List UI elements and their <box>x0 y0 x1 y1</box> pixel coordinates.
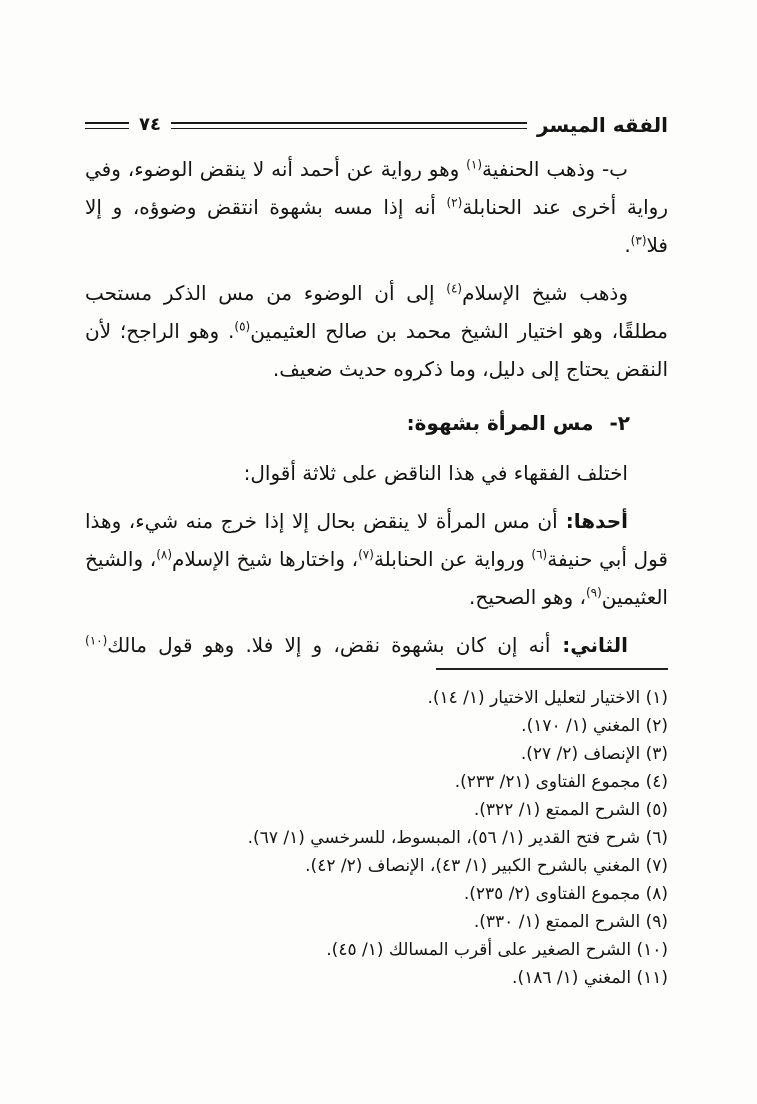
footnote-reference: (٧) <box>358 547 374 562</box>
footnote-item: (٩) الشرح الممتع (١/ ٣٣٠). <box>473 912 668 932</box>
footnote-item: (١) الاختيار لتعليل الاختيار (١/ ١٤). <box>427 688 668 708</box>
footnote-item: (٤) مجموع الفتاوى (٢١/ ٢٣٣). <box>454 772 668 792</box>
footnote-item: (٣) الإنصاف (٢/ ٢٧). <box>520 744 668 764</box>
footnote-reference: (١) <box>466 157 482 172</box>
footnote-reference: (٥) <box>234 319 251 334</box>
footnote-separator <box>436 668 668 670</box>
footnote-list <box>85 684 668 992</box>
footnote-item: (٦) شرح فتح القدير (١/ ٥٦)، المبسوط، للسرخسي (١/ ٦٧). <box>247 828 668 848</box>
body-text <box>85 150 668 665</box>
footnote-item: (٢) المغني (١/ ١٧٠). <box>521 716 668 736</box>
footnote-reference: (٦) <box>531 547 548 562</box>
book-title: الفقه الميسر <box>537 113 668 137</box>
footnote-reference: (٢) <box>446 195 463 210</box>
footnote-item: (٨) مجموع الفتاوى (٢/ ٢٣٥). <box>463 884 668 904</box>
footnote-reference: (١٠) <box>85 633 108 648</box>
footnote-item: (١٠) الشرح الصغير على أقرب المسالك (١/ ٤٥). <box>326 940 668 960</box>
footnote-item: (١١) المغني (١/ ١٨٦). <box>512 968 668 988</box>
footnotes-section <box>85 668 668 992</box>
footnote-item: (٥) الشرح الممتع (١/ ٣٢٢). <box>473 800 668 820</box>
paragraph: ب- وذهب الحنفية$^{(١)}$ وهو رواية عن أحمد أنه لا ينقض الوضوء، وفي رواية أخرى عند الحنابلة$^{(٢)}$ أنه إذا مسه بشهوة انتقض وضوؤه، و إلا فلا$^{(٣)}$. <box>85 157 668 257</box>
footnote-reference: (٩) <box>585 585 602 600</box>
paragraph: الثاني: أنه إن كان بشهوة نقض، و إلا فلا. وهو قول مالك$^{(١٠)}$ <box>85 633 629 657</box>
footnote-reference: (٨) <box>156 547 173 562</box>
page-number: ٧٤ <box>139 114 161 135</box>
paragraph: وذهب شيخ الإسلام$^{(٤)}$ إلى أن الوضوء من مس الذكر مستحب مطلقًا، وهو اختيار الشيخ محمد بن صالح العثيمين$^{(٥)}$. وهو الراجح؛ لأن النقض يحتاج إلى دليل، وما ذكروه حديث ضعيف. <box>85 281 668 381</box>
section-heading: ٢-مس المرأة بشهوة: <box>406 411 630 435</box>
footnote-reference: (٤) <box>446 281 463 296</box>
header-rule-long <box>171 122 527 129</box>
paragraph: أحدها: أن مس المرأة لا ينقض بحال إلا إذا خرج منه شيء، وهذا قول أبي حنيفة$^{(٦)}$ ورواية عن الحنابلة$^{(٧)}$، واختارها شيخ الإسلام$^{(٨)}$، والشيخ العثيمين$^{(٩)}$، وهو الصحيح. <box>85 509 668 609</box>
header-rule-short <box>85 122 129 129</box>
paragraph: اختلف الفقهاء في هذا الناقض على ثلاثة أقوال: <box>243 461 628 485</box>
page-header <box>85 110 668 140</box>
footnote-reference: (٣) <box>630 233 647 248</box>
footnote-item: (٧) المغني بالشرح الكبير (١/ ٤٣)، الإنصاف (٢/ ٤٢). <box>305 856 668 876</box>
